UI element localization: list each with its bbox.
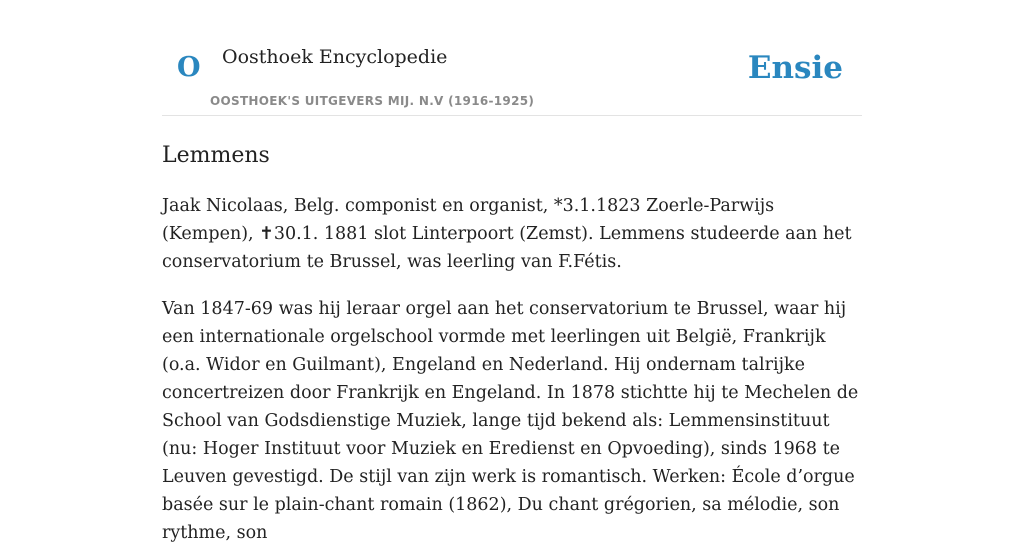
- encyclopedia-title-link[interactable]: Oosthoek Encyclopedie: [222, 46, 448, 68]
- entry-paragraph: Jaak Nicolaas, Belg. componist en organist, *3.1.1823 Zoerle-Parwijs (Kempen), ✝30.1. 1881 slot Linterpoort (Zemst). Lemmens studeerde aan het conservatorium te Brussel, was leerling van F.Fétis.: [162, 196, 852, 273]
- header: [162, 44, 862, 116]
- entry-paragraph: Van 1847-69 was hij leraar orgel aan het conservatorium te Brussel, waar hij een internationale orgelschool vormde met leerlingen uit België, Frankrijk (o.a. Widor en Guilmant), Engeland en Nederland. Hij ondernam talrijke concertreizen door Frankrijk en Engeland. In 1878 stichtte hij te Mechelen de School van Godsdienstige Muziek, lange tijd bekend als: Lemmensinstituut (nu: Hoger Instituut voor Muziek en Eredienst en Opvoeding), sinds 1968 te Leuven gevestigd. De stijl van zijn werk is romantisch. Werken: École d’orgue basée sur le plain-chant romain (1862), Du chant grégorien, sa mélodie, son rythme, son: [162, 299, 859, 544]
- entry-title: Lemmens: [162, 143, 270, 168]
- publisher-subtitle: OOSTHOEK'S UITGEVERS MIJ. N.V (1916-1925): [210, 94, 535, 108]
- oosthoek-logo-icon[interactable]: O: [177, 52, 201, 83]
- ensie-logo-link[interactable]: Ensie: [747, 50, 843, 86]
- page: [162, 0, 862, 547]
- entry-body: [162, 192, 862, 547]
